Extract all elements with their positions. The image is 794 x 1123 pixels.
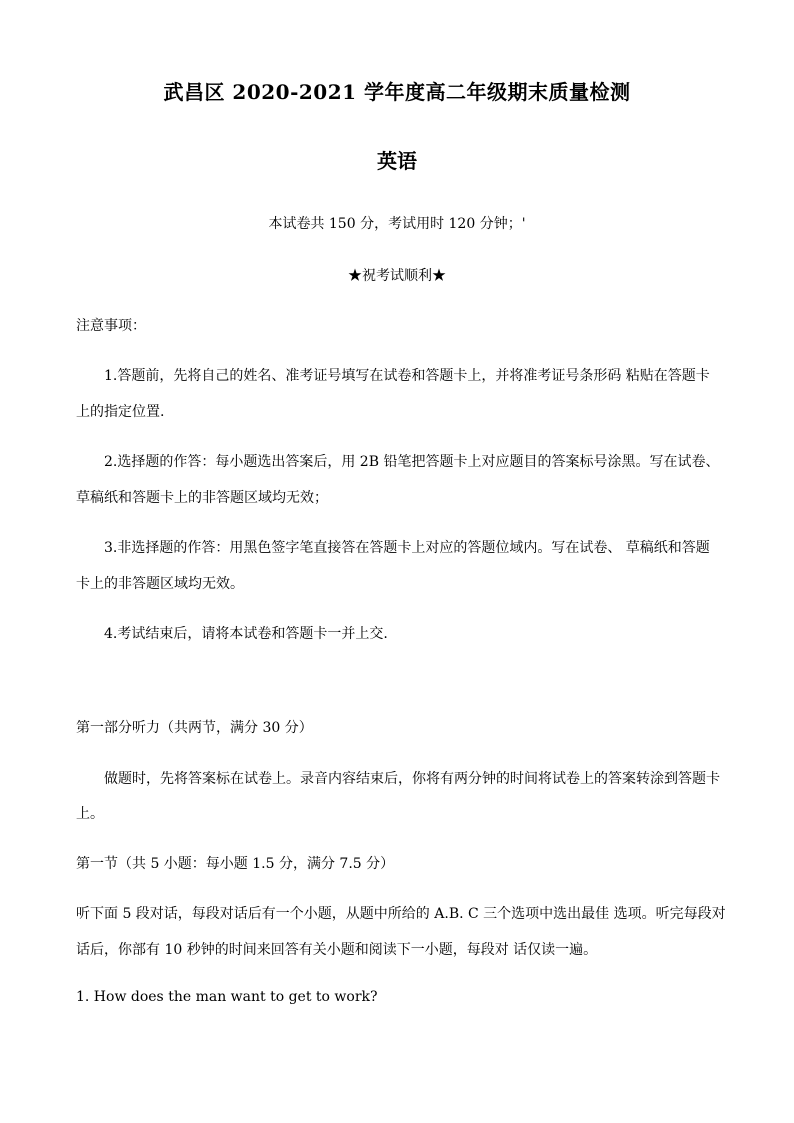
part1-instruction-line-2: 上。 — [76, 806, 104, 822]
part1-heading: 第一部分听力（共两节，满分 30 分） — [76, 720, 313, 736]
notice-heading: 注意事项： — [76, 318, 146, 334]
notice-item-2-line-2: 草稿纸和答题卡上的非答题区域均无效； — [76, 490, 328, 506]
notice-item-3-line-2: 卡上的非答题区域均无效。 — [76, 576, 244, 592]
notice-item-2-line-1: 2.选择题的作答：每小题选出答案后，用 2B 铅笔把答题卡上对应题目的答案标号涂黑。写在试卷、 — [104, 454, 720, 470]
notice-item-1-line-1: 1.答题前，先将自己的姓名、准考证号填写在试卷和答题卡上，并将准考证号条形码 粘贴在答题卡 — [104, 368, 710, 384]
section1-heading: 第一节（共 5 小题：每小题 1.5 分，满分 7.5 分） — [76, 856, 395, 872]
section1-instruction-line-1: 听下面 5 段对话，每段对话后有一个小题，从题中所给的 A.B. C 三个选项中选出最佳 选项。听完每段对 — [76, 906, 726, 922]
exam-info: 本试卷共 150 分，考试用时 120 分钟；' — [268, 216, 526, 232]
exam-title: 武昌区 2020-2021 学年度高二年级期末质量检测 — [163, 80, 631, 104]
subject-title: 英语 — [377, 149, 417, 173]
part1-instruction-line-1: 做题时，先将答案标在试卷上。录音内容结束后，你将有两分钟的时间将试卷上的答案转涂到答题卡 — [104, 771, 720, 787]
blessing-line: ★祝考试顺利★ — [348, 268, 446, 284]
notice-item-4-line-1: 4.考试结束后，请将本试卷和答题卡一并上交. — [104, 626, 388, 642]
question-1: 1. How does the man want to get to work? — [76, 989, 378, 1005]
section1-instruction-line-2: 话后，你部有 10 秒钟的时间来回答有关小题和阅读下一小题，每段对 话仅读一遍。 — [76, 942, 598, 958]
notice-item-1-line-2: 上的指定位置. — [76, 404, 165, 420]
notice-item-3-line-1: 3.非选择题的作答：用黑色签字笔直接答在答题卡上对应的答题位域内。写在试卷、 草稿纸和答题 — [104, 540, 710, 556]
